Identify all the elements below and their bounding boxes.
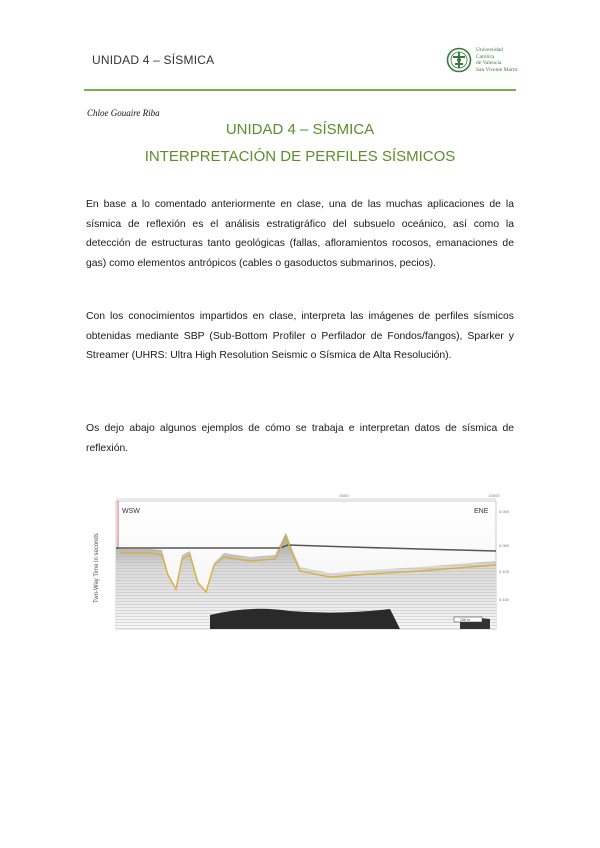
scale-bar-label: 100 m: [460, 618, 470, 622]
top-tick-label: 5000: [339, 493, 349, 498]
university-logo: [446, 46, 536, 74]
paragraph-examples: Os dejo abajo algunos ejemplos de cómo se trabaja e interpretan datos de sísmica de reflexión.: [86, 423, 514, 454]
author-name: Chloe Gouaire Riba: [87, 108, 160, 118]
university-crest-icon: [446, 46, 472, 74]
running-header: UNIDAD 4 – SÍSMICA: [92, 53, 215, 67]
profile-left-label: WSW: [122, 508, 140, 515]
right-tick-label: 0.100: [499, 569, 510, 574]
document-subtitle: INTERPRETACIÓN DE PERFILES SÍSMICOS: [144, 148, 456, 165]
paragraph-task: Con los conocimientos impartidos en clase, interpreta las imágenes de perfiles sísmicos obtenidas mediante SBP (Sub-Bottom Profiler o Perfilador de Fondos/fangos), Sparker y Streamer (UHRS: Ultra High Resolution Seismic o Sísmica de Alta Resolución).: [86, 311, 514, 361]
seismic-profile-figure: [90, 493, 512, 633]
university-name: Universidad Católica de Valencia San Vicente Mártir: [476, 47, 518, 73]
y-axis-label: Two-Way Time in seconds: [94, 533, 100, 603]
profile-right-label: ENE: [474, 508, 489, 515]
right-tick-label: 0.050: [499, 543, 510, 548]
right-tick-label: 0.150: [499, 597, 510, 602]
header-divider: [84, 89, 516, 91]
right-tick-label: 0.000: [499, 509, 510, 514]
paragraph-intro: En base a lo comentado anteriormente en clase, una de las muchas aplicaciones de la sísmica de reflexión es el análisis estratigráfico del subsuelo oceánico, así como la detección de estructuras tanto geológicas (fallas, afloramientos rocosos, emanaciones de gas) como elementos antrópicos (cables o gasoductos submarinos, pecios).: [86, 199, 514, 269]
top-tick-label: 10000: [488, 493, 500, 498]
document-title: UNIDAD 4 – SÍSMICA: [225, 121, 375, 138]
